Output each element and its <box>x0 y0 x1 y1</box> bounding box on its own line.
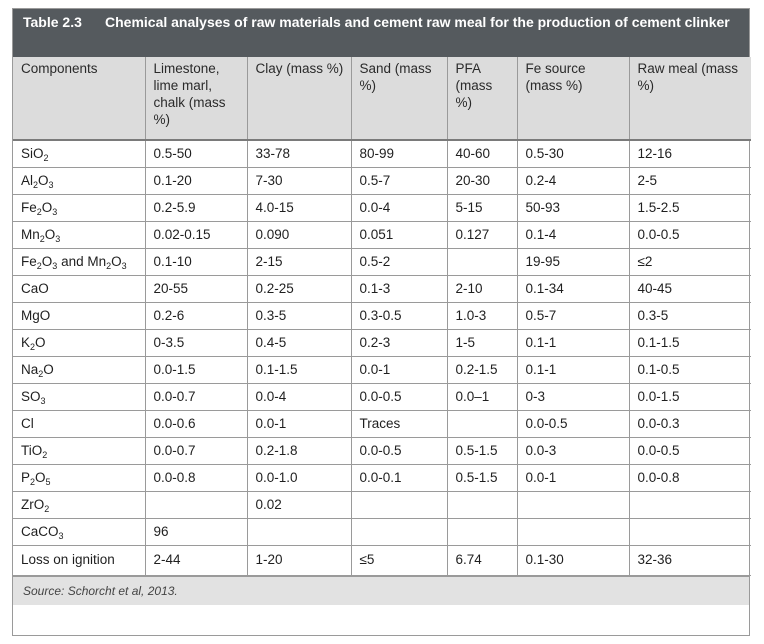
value-cell-limestone: 0.1-10 <box>145 248 247 275</box>
value-cell-limestone: 0.1-20 <box>145 167 247 194</box>
table-row <box>13 140 751 167</box>
value-cell-limestone: 0.2-5.9 <box>145 194 247 221</box>
component-cell: SiO$_2$ <box>13 140 145 167</box>
table-title: Chemical analyses of raw materials and cement raw meal for the production of cement clinker <box>105 14 730 30</box>
value-cell-fe-source <box>517 491 629 518</box>
table-row <box>13 518 751 545</box>
value-cell-raw-meal: 0.3-5 <box>629 302 751 329</box>
value-cell-pfa: 1-5 <box>447 329 517 356</box>
table-body <box>13 140 751 575</box>
value-cell-clay: 4.0-15 <box>247 194 351 221</box>
value-cell-limestone: 0.02-0.15 <box>145 221 247 248</box>
value-cell-sand: Traces <box>351 410 447 437</box>
value-cell-limestone: 0-3.5 <box>145 329 247 356</box>
value-cell-fe-source: 0.1-1 <box>517 329 629 356</box>
value-cell-pfa <box>447 248 517 275</box>
value-cell-clay: 0.090 <box>247 221 351 248</box>
value-cell-clay: 2-15 <box>247 248 351 275</box>
value-cell-pfa: 0.5-1.5 <box>447 464 517 491</box>
value-cell-limestone: 0.2-6 <box>145 302 247 329</box>
value-cell-fe-source: 0.0-1 <box>517 464 629 491</box>
value-cell-limestone: 0.0-0.7 <box>145 437 247 464</box>
value-cell-clay: 0.0-1 <box>247 410 351 437</box>
component-cell: $P_2O_5$ <box>13 464 145 491</box>
value-cell-pfa: 20-30 <box>447 167 517 194</box>
value-cell-limestone: 0.5-50 <box>145 140 247 167</box>
header-limestone: Limestone, lime marl, chalk (mass %) <box>145 57 247 140</box>
table-row <box>13 356 751 383</box>
header-clay: Clay (mass %) <box>247 57 351 140</box>
value-cell-pfa <box>447 491 517 518</box>
value-cell-pfa: 5-15 <box>447 194 517 221</box>
value-cell-raw-meal: 1.5-2.5 <box>629 194 751 221</box>
value-cell-raw-meal: 0.0-0.3 <box>629 410 751 437</box>
component-cell: MgO <box>13 302 145 329</box>
value-cell-fe-source: 0.1-34 <box>517 275 629 302</box>
header-pfa: PFA (mass %) <box>447 57 517 140</box>
value-cell-sand: 0.1-3 <box>351 275 447 302</box>
table-row <box>13 410 751 437</box>
table-row <box>13 167 751 194</box>
table-row <box>13 545 751 575</box>
value-cell-sand <box>351 491 447 518</box>
value-cell-sand: 0.3-0.5 <box>351 302 447 329</box>
component-cell: $Na_2O$ <box>13 356 145 383</box>
value-cell-clay: 0.2-1.8 <box>247 437 351 464</box>
value-cell-clay: 0.4-5 <box>247 329 351 356</box>
value-cell-fe-source: 0.1-1 <box>517 356 629 383</box>
value-cell-clay: 0.3-5 <box>247 302 351 329</box>
value-cell-raw-meal: 0.0-0.5 <box>629 437 751 464</box>
value-cell-limestone: 0.0-0.6 <box>145 410 247 437</box>
value-cell-limestone: 96 <box>145 518 247 545</box>
value-cell-limestone: 0.0-1.5 <box>145 356 247 383</box>
value-cell-pfa: 0.127 <box>447 221 517 248</box>
table-caption <box>13 9 749 57</box>
value-cell-raw-meal <box>629 518 751 545</box>
value-cell-clay <box>247 518 351 545</box>
chemical-analysis-table <box>13 57 751 576</box>
value-cell-pfa: 6.74 <box>447 545 517 575</box>
header-sand: Sand (mass %) <box>351 57 447 140</box>
value-cell-sand: 0.0-0.1 <box>351 464 447 491</box>
component-cell: Cl <box>13 410 145 437</box>
value-cell-clay: 0.0-4 <box>247 383 351 410</box>
value-cell-raw-meal: ≤2 <box>629 248 751 275</box>
value-cell-fe-source <box>517 518 629 545</box>
table-row <box>13 302 751 329</box>
value-cell-raw-meal: 0.0-0.5 <box>629 221 751 248</box>
value-cell-sand: 0.051 <box>351 221 447 248</box>
value-cell-fe-source: 50-93 <box>517 194 629 221</box>
value-cell-sand: 0.5-7 <box>351 167 447 194</box>
component-cell: ZrO$_2$ <box>13 491 145 518</box>
value-cell-raw-meal: 32-36 <box>629 545 751 575</box>
value-cell-clay: 0.2-25 <box>247 275 351 302</box>
value-cell-fe-source: 0-3 <box>517 383 629 410</box>
value-cell-clay: 33-78 <box>247 140 351 167</box>
table-row <box>13 491 751 518</box>
value-cell-limestone: 20-55 <box>145 275 247 302</box>
value-cell-fe-source: 0.0-3 <box>517 437 629 464</box>
value-cell-pfa: 1.0-3 <box>447 302 517 329</box>
value-cell-limestone: 0.0-0.8 <box>145 464 247 491</box>
value-cell-fe-source: 0.1-4 <box>517 221 629 248</box>
component-cell: $SO_3$ <box>13 383 145 410</box>
value-cell-pfa <box>447 410 517 437</box>
value-cell-sand: ≤5 <box>351 545 447 575</box>
table-label: Table 2.3 <box>23 14 82 30</box>
component-cell: $Fe_2O_3$ and $Mn_2O_3$ <box>13 248 145 275</box>
component-cell: $Mn_2O_3$ <box>13 221 145 248</box>
value-cell-clay: 0.1-1.5 <box>247 356 351 383</box>
value-cell-sand: 0.0-1 <box>351 356 447 383</box>
component-cell: $K_2O$ <box>13 329 145 356</box>
value-cell-sand: 0.0-0.5 <box>351 383 447 410</box>
table-row <box>13 248 751 275</box>
component-cell: Loss on ignition <box>13 545 145 575</box>
value-cell-fe-source: 0.1-30 <box>517 545 629 575</box>
value-cell-limestone: 2-44 <box>145 545 247 575</box>
header-raw-meal: Raw meal (mass %) <box>629 57 751 140</box>
value-cell-pfa: 2-10 <box>447 275 517 302</box>
value-cell-fe-source: 0.2-4 <box>517 167 629 194</box>
value-cell-pfa: 40-60 <box>447 140 517 167</box>
value-cell-raw-meal: 0.0-1.5 <box>629 383 751 410</box>
source-note: Source: Schorcht et al, 2013. <box>13 576 749 605</box>
value-cell-raw-meal: 12-16 <box>629 140 751 167</box>
value-cell-raw-meal: 0.1-1.5 <box>629 329 751 356</box>
header-components: Components <box>13 57 145 140</box>
value-cell-clay: 7-30 <box>247 167 351 194</box>
value-cell-clay: 0.02 <box>247 491 351 518</box>
value-cell-sand: 0.5-2 <box>351 248 447 275</box>
value-cell-raw-meal: 2-5 <box>629 167 751 194</box>
value-cell-clay: 1-20 <box>247 545 351 575</box>
table-row <box>13 464 751 491</box>
value-cell-fe-source: 19-95 <box>517 248 629 275</box>
header-fe-source: Fe source (mass %) <box>517 57 629 140</box>
table-row <box>13 383 751 410</box>
component-cell: $Fe_2O_3$ <box>13 194 145 221</box>
component-cell: CaCO$_3$ <box>13 518 145 545</box>
table-row <box>13 194 751 221</box>
value-cell-pfa: 0.0–1 <box>447 383 517 410</box>
value-cell-sand: 0.0-4 <box>351 194 447 221</box>
value-cell-pfa: 0.2-1.5 <box>447 356 517 383</box>
value-cell-sand: 0.0-0.5 <box>351 437 447 464</box>
table-row <box>13 275 751 302</box>
value-cell-raw-meal: 40-45 <box>629 275 751 302</box>
value-cell-fe-source: 0.5-30 <box>517 140 629 167</box>
value-cell-sand: 80-99 <box>351 140 447 167</box>
value-cell-pfa: 0.5-1.5 <box>447 437 517 464</box>
value-cell-raw-meal: 0.1-0.5 <box>629 356 751 383</box>
table-header-row <box>13 57 751 140</box>
table-row <box>13 329 751 356</box>
component-cell: $Al_2O_3$ <box>13 167 145 194</box>
table-figure <box>12 8 750 636</box>
value-cell-fe-source: 0.0-0.5 <box>517 410 629 437</box>
value-cell-fe-source: 0.5-7 <box>517 302 629 329</box>
component-cell: TiO$_2$ <box>13 437 145 464</box>
value-cell-raw-meal: 0.0-0.8 <box>629 464 751 491</box>
table-row <box>13 221 751 248</box>
value-cell-sand <box>351 518 447 545</box>
component-cell: CaO <box>13 275 145 302</box>
value-cell-limestone <box>145 491 247 518</box>
table-row <box>13 437 751 464</box>
value-cell-raw-meal <box>629 491 751 518</box>
value-cell-pfa <box>447 518 517 545</box>
value-cell-clay: 0.0-1.0 <box>247 464 351 491</box>
value-cell-sand: 0.2-3 <box>351 329 447 356</box>
value-cell-limestone: 0.0-0.7 <box>145 383 247 410</box>
